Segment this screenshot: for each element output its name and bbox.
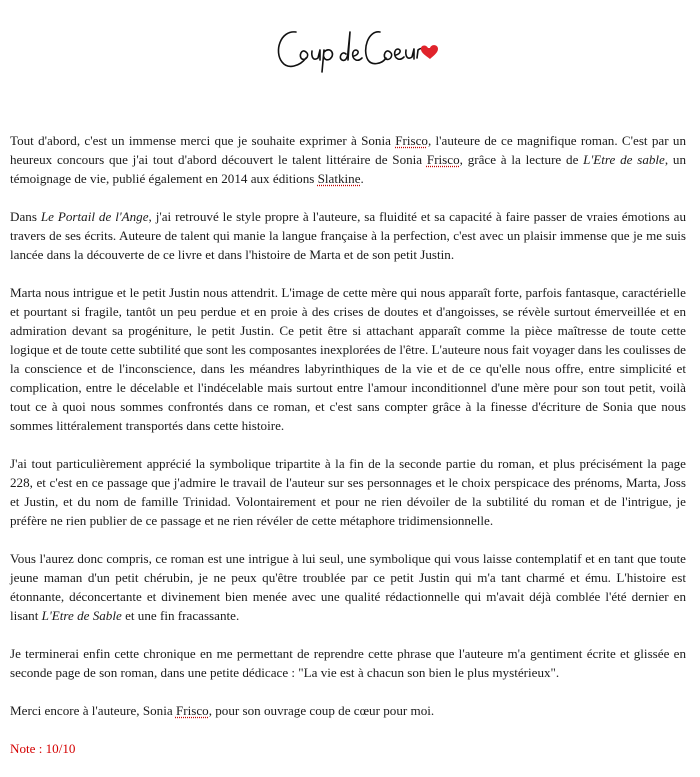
paragraph-conclusion xyxy=(10,549,686,625)
text-run: et une fin fracassante. xyxy=(121,608,240,623)
paragraph-symbolism: J'ai tout particulièrement apprécié la symbolique tripartite à la fin de la seconde partie du roman, et plus précisément la page 228, et c'est en ce passage que j'admire le travail de l'auteur sur ses personnages et le choix perspicace des prénoms, Marta, Joss et Justin, et du nom de famille Trinidad. Volontairement et pour ne rien dévoiler de la subtilité du roman et de l'intrigue, je préfère ne rien publier de ce passage et ne rien révéler de cette métaphore tridimensionnelle. xyxy=(10,456,686,528)
book-title: Le Portail de l'Ange xyxy=(40,209,149,224)
text-run: . xyxy=(360,171,364,186)
text-run: Merci encore à l'auteure, Sonia xyxy=(10,703,176,718)
text-run: , un témoignage de vie, publié également en 2014 aux éditions xyxy=(10,152,687,186)
heart-icon xyxy=(421,45,438,59)
text-run: , grâce à la lecture de xyxy=(459,152,584,167)
paragraph-dedication: Je terminerai enfin cette chronique en me permettant de reprendre cette phrase que l'auteure m'a gentiment écrite et glissée en seconde page de son roman, dans une petite dédicace : "La vie est à chacun son bien le plus mystérieux". xyxy=(10,646,686,680)
review-body xyxy=(10,131,686,777)
paragraph-intro xyxy=(10,131,686,188)
text-run: Dans xyxy=(10,209,41,224)
book-title: L'Etre de sable xyxy=(583,152,665,167)
text-run: , j'ai retrouvé le style propre à l'auteure, sa fluidité et sa capacité à faire passer de vraies émotions au travers de ses écrits. Auteure de talent qui manie la langue française à la perfection, c'est avec un plaisir immense que je me suis lancée dans la découverte de ce livre et dans l'histoire de Marta et de son petit Justin. xyxy=(10,209,687,262)
paragraph-characters: Marta nous intrigue et le petit Justin nous attendrit. L'image de cette mère qui nous apparaît forte, parfois fantasque, caractérielle et pourtant si fragile, tantôt un peu perdue et en proie à des crises de doutes et d'angoisses, se révèle surtout émerveillée et en admiration devant sa progéniture, le petit Justin. Ce petit être si attachant apparaît comme la pièce maîtresse de toute cette logique et de toute cette subtilité que sont les composantes inexplorées de l'être. L'auteure nous fait voyager dans les coulisses de la conscience et de l'inconscience, dans les méandres labyrinthiques de la vie et de ce qu'elle nous offre, entre simplicité et complication, entre le décelable et l'indécelable mais surtout entre l'amour inconditionnel d'une mère pour son tout petit, voilà tout ce à quoi nous sommes confrontés dans ce roman, et c'est sans compter grâce à la finesse d'écriture de Sonia que nous sommes littéralement transportés dans cette histoire. xyxy=(10,285,686,433)
publisher-name: Slatkine xyxy=(317,171,361,186)
paragraph-style xyxy=(10,207,686,264)
author-name: Frisco xyxy=(175,703,209,718)
author-name: Frisco xyxy=(395,133,428,148)
text-run: Tout d'abord, c'est un immense merci que je souhaite exprimer à Sonia xyxy=(10,133,396,148)
paragraph-thanks xyxy=(10,701,686,720)
coup-de-coeur-logo xyxy=(268,18,438,76)
review-score: Note : 10/10 xyxy=(10,741,76,756)
author-name: Frisco xyxy=(426,152,460,167)
coup-de-coeur-logo-image xyxy=(268,18,438,76)
book-title: L'Etre de Sable xyxy=(41,608,122,623)
text-run: Vous l'aurez donc compris, ce roman est une intrigue à lui seul, une symbolique qui vous laisse contemplatif et en tant que toute jeune maman d'un petit chérubin, je ne peux qu'être troublée par ce petit Justin qui m'a tant charmé et ému. L'histoire est étonnante, déconcertante et divinement bien menée avec une qualité rédactionnelle qui m'avait déjà comblée l'été dernier en lisant xyxy=(10,551,686,623)
text-run: , l'auteure de ce magnifique roman. C'est par un heureux concours que j'ai tout d'abord découvert le talent littéraire de Sonia xyxy=(10,133,686,167)
text-run: , pour son ouvrage coup de cœur pour moi. xyxy=(208,703,435,718)
